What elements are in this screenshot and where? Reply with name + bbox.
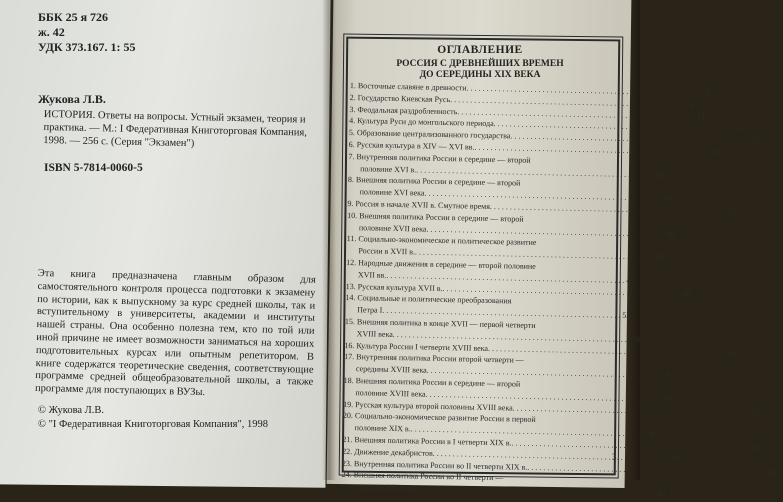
toc-entry-page: 73	[752, 408, 761, 418]
toc-entry-label: середине XIX века	[353, 482, 418, 493]
toc-entry-label: 9. Россия в начале XVII в. Смутное время	[347, 198, 491, 211]
toc-entry-label: половине XIX в.	[354, 423, 411, 434]
toc-entry-label: 15. Внешняя политика в конце XVII — первой четверти	[344, 316, 536, 330]
toc-entry-label: половине XVI в.	[360, 163, 417, 174]
toc-entry-label: 1. Восточные славяне в древности	[349, 80, 467, 93]
toc-entry-label: 8. Внешняя политика России в середине — второй	[347, 175, 521, 188]
book-gutter	[322, 0, 336, 480]
toc-entry-page: 44	[654, 252, 664, 262]
toc-entry-label: 6. Русская культура в XIV — XVI вв.	[348, 139, 475, 152]
toc-entry-label: 18. Внешняя политика России в середине — второй	[343, 375, 521, 389]
toc-entry-page: 39	[666, 229, 675, 239]
toc-entry-page: 63	[666, 370, 675, 380]
toc-entry-label: 14. Социальные и политические преобразования	[345, 293, 512, 306]
toc-entry-label: 11. Социально-экономическое и политическое развитие	[346, 234, 537, 248]
isbn: ISBN 5-7814-0060-5	[44, 162, 143, 174]
toc-entry-page: 58	[632, 334, 641, 344]
toc-entry-label: 22. Движение декабристов	[342, 446, 433, 458]
toc-title: ОГЛАВЛЕНИЕ	[437, 44, 523, 56]
toc-entry-label: 5. Образование централизованного государства	[348, 128, 511, 141]
toc-entry-label: 19. Русская культура второй половины XVIII века	[343, 399, 513, 412]
toc-entry-label: России в XVII в.	[358, 246, 416, 257]
toc-entry-label: половине XVI века	[359, 187, 425, 198]
toc-entry-label: 20. Социально-экономическое развитие России в первой	[342, 411, 536, 425]
toc-entry-page: 26	[714, 147, 723, 157]
toc-entry-label: 21. Внешняя политика России в I четверти XIX в.	[342, 434, 512, 448]
toc-entry-page: 53	[622, 310, 631, 321]
toc-entry-label: 13. Русская культура XVII в.	[345, 281, 443, 293]
toc-entry-page: 21	[750, 136, 759, 146]
toc-entry-page: 67	[665, 394, 674, 404]
toc-entry-label: 12. Народные движения в середине — второй половине	[346, 257, 536, 271]
toc-entry-page: 95	[767, 467, 776, 477]
book-author: Жукова Л.В.	[38, 92, 106, 106]
toc-entry-label: 17. Внутренняя политика России второй четверти —	[344, 352, 524, 366]
toc-entry-page: 35	[729, 206, 738, 217]
book-annotation: Эта книга предназначена главным образом для самостоятельного контроля процесса подготовки к экзамену по истории, как к выпускному за курс средней школы, так и вступительному в университеты, академии и институты нашей страны. Она особенно полезна тем, кто по той или иной причине не имеет возможности заниматься на хороших подготовительных курсах или опытным репетитором. В книге содержатся теоретические сведения, соответствующие программе средней общеобразовательной школы, а также программе для поступающих в ВУЗы.	[34, 268, 316, 399]
copyright-publisher: © "I Федеративная Книготорговая Компания", 1998	[38, 419, 269, 430]
toc-entry-page: 99	[656, 488, 666, 498]
toc-entry-label: 7. Внутренняя политика России в середине — второй	[348, 151, 531, 165]
copyright-author: © Жукова Л.В.	[38, 405, 105, 416]
toc-entry-label: 4. Культура Руси до монгольского периода	[349, 116, 494, 129]
toc-entry-label: Петра I	[357, 305, 383, 315]
toc-subtitle: РОССИЯ С ДРЕВНЕЙШИХ ВРЕМЕН	[396, 59, 564, 69]
table-of-contents	[341, 80, 776, 498]
toc-entry-page: 6	[706, 88, 711, 98]
toc-entry-label: XVIII века	[356, 328, 393, 339]
toc-entry-label: 16. Культура России I четверти XVIII века	[344, 340, 489, 353]
toc-entry-page: 32	[664, 193, 673, 203]
toc-entry-page: 11	[697, 111, 706, 122]
toc-entry-page: 19	[733, 124, 742, 134]
toc-entry-label: 3. Феодальная раздробленность	[349, 104, 458, 116]
toc-subtitle-2: ДО СЕРЕДИНЫ XIX ВЕКА	[419, 70, 541, 80]
toc-entry-label: 23. Внутренняя политика России во II четверти XIX в.	[341, 458, 528, 472]
page-number: 3	[612, 452, 617, 462]
toc-entry-page: 47	[626, 275, 635, 285]
toc-entry-page: 83	[650, 429, 659, 439]
toc-entry-page: 90	[672, 453, 681, 463]
toc-entry-label: 24. Внешняя политика России во II четверти —	[341, 470, 504, 483]
toc-entry-page: 49	[682, 288, 691, 298]
toc-entry-page: 61	[727, 348, 737, 358]
book-description: ИСТОРИЯ. Ответы на вопросы. Устный экзамен, теория и практика. — М.: I Федеративная Книготорговая Компания, 1998. — 256 с. (Серия "Экзамен")	[43, 108, 308, 150]
toc-entry-label: середины XVIII века	[355, 364, 427, 375]
toc-entry-label: 10. Внешняя политика России в середине — второй	[347, 210, 524, 224]
toc-entry-label: половине XVIII века	[355, 387, 426, 399]
toc-entry-label: XVII вв.	[357, 269, 387, 280]
bbk-code: ББК 25 я 726	[38, 10, 109, 24]
bbk-author-code: ж. 42	[38, 25, 65, 39]
toc-entry-page: 85	[751, 443, 760, 453]
toc-entry-label: 2. Государство Киевская Русь	[349, 92, 451, 104]
toc-entry-label: половине XVII века	[358, 222, 427, 234]
udk-code: УДК 373.167. 1: 55	[38, 40, 136, 54]
toc-entry-page: 8	[690, 99, 695, 110]
toc-entry-page: 28	[656, 170, 665, 180]
